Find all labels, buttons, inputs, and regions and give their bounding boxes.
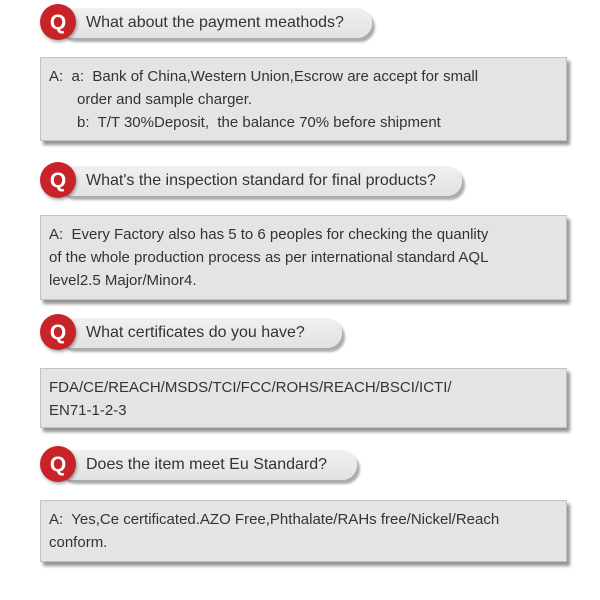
answer-line: conform. bbox=[49, 534, 108, 551]
q-badge-icon: Q bbox=[40, 314, 76, 350]
q-badge-icon: Q bbox=[40, 162, 76, 198]
answer-box-inspection bbox=[40, 215, 567, 300]
question-text: Does the item meet Eu Standard? bbox=[86, 456, 328, 473]
answer-line: b: T/T 30%Deposit, the balance 70% before shipment bbox=[77, 114, 441, 131]
question-bubble bbox=[58, 8, 372, 38]
answer-line: A: Yes,Ce certificated.AZO Free,Phthalate/RAHs free/Nickel/Reach bbox=[49, 511, 500, 528]
question-bubble bbox=[58, 450, 357, 480]
answer-line: order and sample charger. bbox=[77, 91, 253, 108]
answer-line: A: a: Bank of China,Western Union,Escrow are accept for small bbox=[49, 68, 479, 85]
answer-line: EN71-1-2-3 bbox=[49, 402, 127, 419]
answer-line: FDA/CE/REACH/MSDS/TCI/FCC/ROHS/REACH/BSCI/ICTI/ bbox=[49, 379, 452, 396]
question-text: What's the inspection standard for final products? bbox=[86, 172, 436, 189]
question-text: What certificates do you have? bbox=[86, 324, 305, 341]
question-text: What about the payment meathods? bbox=[86, 14, 344, 31]
q-badge-icon: Q bbox=[40, 4, 76, 40]
question-bubble bbox=[58, 166, 462, 196]
answer-line: A: Every Factory also has 5 to 6 peoples for checking the quanlity bbox=[49, 226, 489, 243]
question-bubble bbox=[58, 318, 342, 348]
answer-box-certificates bbox=[40, 368, 567, 428]
answer-box-payment bbox=[40, 57, 567, 141]
q-badge-icon: Q bbox=[40, 446, 76, 482]
answer-line: level2.5 Major/Minor4. bbox=[49, 272, 197, 289]
answer-box-eu-standard bbox=[40, 500, 567, 562]
answer-line: of the whole production process as per international standard AQL bbox=[49, 249, 489, 266]
